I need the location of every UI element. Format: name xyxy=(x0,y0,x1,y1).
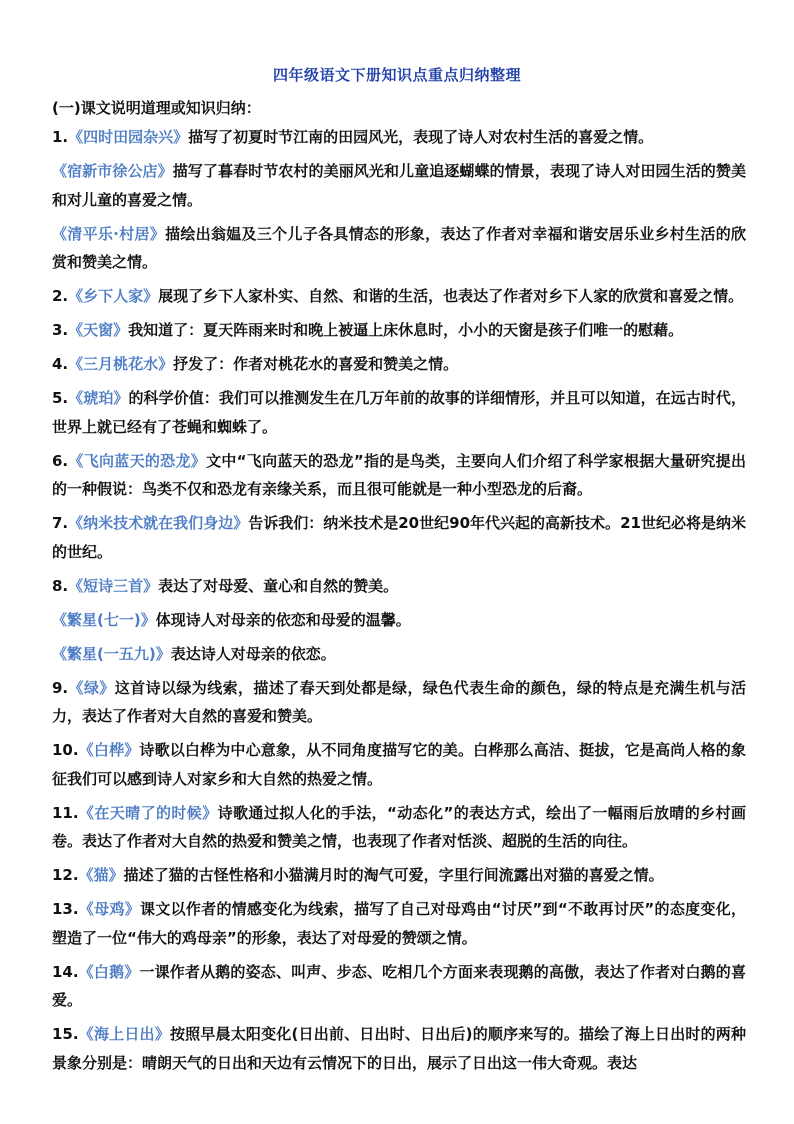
entry-number: 1. xyxy=(52,128,69,146)
knowledge-entry xyxy=(52,606,746,635)
entry-number: 5. xyxy=(52,389,69,407)
entry-text: 表达诗人对母亲的依恋。 xyxy=(170,644,336,663)
lesson-title: 《三月桃花水》 xyxy=(68,355,174,373)
entry-text: 诗歌通过拟人化的手法，“动态化”的表达方式，绘出了一幅雨后放晴的乡村画卷。表达了作者对大自然的热爱和赞美之情，也表现了作者对恬淡、超脱的生活的向往。 xyxy=(52,803,746,850)
entry-list xyxy=(52,123,746,1083)
knowledge-entry xyxy=(52,350,746,379)
entry-text: 文中“飞向蓝天的恐龙”指的是鸟类，主要向人们介绍了科学家根据大量研究提出的一种假说：鸟类不仅和恐龙有亲缘关系，而且很可能就是一种小型恐龙的后裔。 xyxy=(52,451,746,498)
entry-number: 15. xyxy=(52,1025,79,1043)
knowledge-entry xyxy=(52,123,746,152)
lesson-title: 《纳米技术就在我们身边》 xyxy=(68,514,249,532)
lesson-title: 《母鸡》 xyxy=(78,900,141,918)
lesson-title: 《白桦》 xyxy=(78,741,140,759)
knowledge-entry xyxy=(52,861,746,890)
entry-text: 描绘出翁媪及三个儿子各具情态的形象，表达了作者对幸福和谐安居乐业乡村生活的欣赏和赞美之情。 xyxy=(52,224,746,271)
knowledge-entry xyxy=(52,384,746,441)
lesson-title: 《繁星(一五九)》 xyxy=(52,644,171,663)
entry-text: 按照早晨太阳变化(日出前、日出时、日出后)的顺序来写的。描绘了海上日出时的两种景象分别是：晴朗天气的日出和天边有云情况下的日出，展示了日出这一伟大奇观。表达 xyxy=(52,1025,746,1072)
entry-text: 诗歌以白桦为中心意象，从不同角度描写它的美。白桦那么高洁、挺拔，它是高尚人格的象征我们可以感到诗人对家乡和大自然的热爱之情。 xyxy=(52,741,746,788)
entry-number: 8. xyxy=(52,576,69,595)
entry-number: 13. xyxy=(52,900,79,918)
entry-number: 4. xyxy=(52,355,69,373)
knowledge-entry xyxy=(52,958,746,1015)
entry-number: 3. xyxy=(52,321,69,339)
entry-text: 课文以作者的情感变化为线索，描写了自己对母鸡由“讨厌”到“不敢再讨厌”的态度变化，塑造了一位“伟大的鸡母亲”的形象，表达了对母爱的赞颂之情。 xyxy=(52,900,746,947)
knowledge-entry xyxy=(52,157,746,214)
knowledge-entry xyxy=(52,509,746,566)
entry-text: 一课作者从鹅的姿态、叫声、步态、吃相几个方面来表现鹅的高傲，表达了作者对白鹅的喜爱。 xyxy=(52,962,746,1009)
entry-number: 6. xyxy=(52,451,69,470)
lesson-title: 《清平乐·村居》 xyxy=(52,224,166,243)
knowledge-entry xyxy=(52,572,746,601)
entry-number: 9. xyxy=(52,678,69,697)
entry-text: 告诉我们：纳米技术是20世纪90年代兴起的高新技术。21世纪必将是纳米的世纪。 xyxy=(52,514,746,561)
entry-number: 12. xyxy=(52,866,79,884)
entry-text: 抒发了：作者对桃花水的喜爱和赞美之情。 xyxy=(173,355,459,373)
page-title: 四年级语文下册知识点重点归纳整理 xyxy=(272,66,521,84)
entry-number: 14. xyxy=(52,962,79,981)
knowledge-entry xyxy=(52,1020,746,1077)
lesson-title: 《天窗》 xyxy=(68,321,129,339)
entry-text: 描写了初夏时节江南的田园风光，表现了诗人对农村生活的喜爱之情。 xyxy=(188,128,654,146)
lesson-title: 《猫》 xyxy=(78,866,124,884)
lesson-title: 《绿》 xyxy=(68,678,115,697)
lesson-title: 《四时田园杂兴》 xyxy=(68,128,189,146)
lesson-title: 《琥珀》 xyxy=(68,389,129,407)
entry-text: 描写了暮春时节农村的美丽风光和儿童追逐蝴蝶的情景，表现了诗人对田园生活的赞美和对儿童的喜爱之情。 xyxy=(52,162,746,209)
lesson-title: 《海上日出》 xyxy=(78,1025,170,1043)
lesson-title: 《在天晴了的时候》 xyxy=(78,803,218,822)
lesson-title: 《白鹅》 xyxy=(78,962,140,981)
entry-number: 10. xyxy=(52,741,79,759)
knowledge-entry xyxy=(52,895,746,952)
entry-text: 描述了猫的古怪性格和小猫满月时的淘气可爱，字里行间流露出对猫的喜爱之情。 xyxy=(123,866,664,884)
knowledge-entry xyxy=(52,799,746,856)
knowledge-entry xyxy=(52,674,746,731)
entry-text: 我知道了：夏天阵雨来时和晚上被逼上床休息时，小小的天窗是孩子们唯一的慰藉。 xyxy=(128,321,684,339)
entry-text: 表达了对母爱、童心和自然的赞美。 xyxy=(158,576,399,595)
knowledge-entry xyxy=(52,447,746,504)
lesson-title: 《宿新市徐公店》 xyxy=(52,162,173,180)
knowledge-entry xyxy=(52,316,746,345)
lesson-title: 《飞向蓝天的恐龙》 xyxy=(68,451,207,470)
entry-number: 7. xyxy=(52,514,69,532)
entry-text: 这首诗以绿为线索，描述了春天到处都是绿，绿色代表生命的颜色，绿的特点是充满生机与活力，表达了作者对大自然的喜爱和赞美。 xyxy=(52,678,746,725)
knowledge-entry xyxy=(52,282,746,311)
entry-number: 2. xyxy=(52,287,69,305)
entry-text: 体现诗人对母亲的依恋和母爱的温馨。 xyxy=(155,610,411,629)
lesson-title: 《短诗三首》 xyxy=(68,576,159,595)
knowledge-entry xyxy=(52,640,746,669)
entry-text: 展现了乡下人家朴实、自然、和谐的生活，也表达了作者对乡下人家的欣赏和喜爱之情。 xyxy=(158,287,744,305)
knowledge-entry xyxy=(52,220,746,277)
entry-number: 11. xyxy=(52,803,79,822)
entry-text: 的科学价值：我们可以推测发生在几万年前的故事的详细情形，并且可以知道，在远古时代，世界上就已经有了苍蝇和蜘蛛了。 xyxy=(52,389,746,436)
section-heading: (一)课文说明道理或知识归纳： xyxy=(52,99,261,117)
knowledge-entry xyxy=(52,736,746,793)
lesson-title: 《繁星(七一)》 xyxy=(52,610,156,629)
lesson-title: 《乡下人家》 xyxy=(68,287,159,305)
